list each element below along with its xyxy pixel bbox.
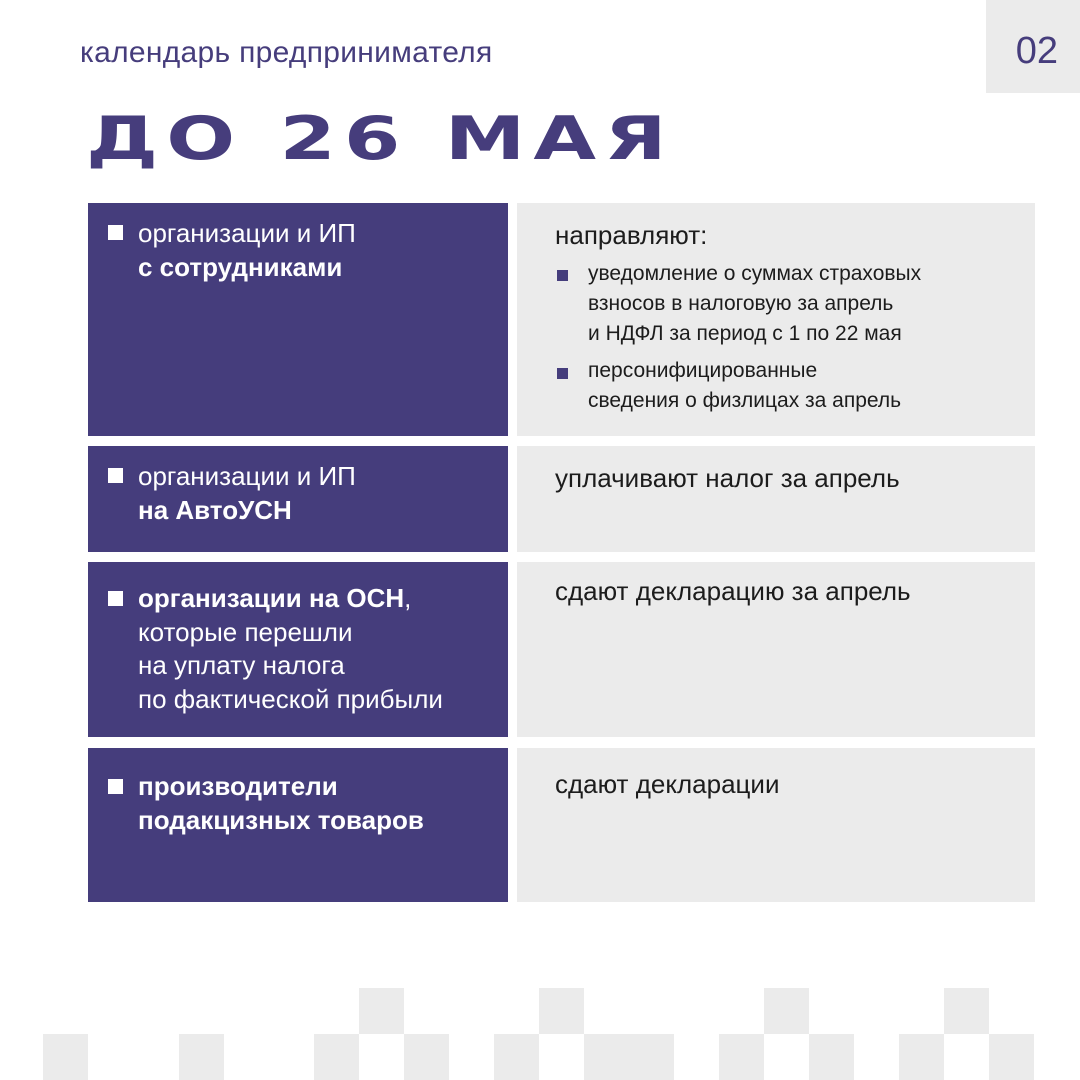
table-row xyxy=(88,203,1035,436)
decorative-block xyxy=(584,1034,674,1080)
header-title: календарь предпринимателя xyxy=(80,36,493,69)
who-line: на АвтоУСН xyxy=(138,494,292,525)
who-bold: организации на ОСН xyxy=(138,583,405,613)
bullet-square-icon xyxy=(108,468,123,483)
action-cell xyxy=(517,203,1035,436)
decorative-block xyxy=(404,1034,449,1080)
list-item-line: взносов в налоговую за апрель xyxy=(588,292,894,315)
table-row xyxy=(88,748,1035,902)
who-cell xyxy=(88,562,508,737)
who-line: подакцизных товаров xyxy=(138,804,424,835)
who-bold-suffix: , xyxy=(404,583,412,613)
who-line: которые перешли xyxy=(138,616,353,647)
decorative-block xyxy=(809,1034,854,1080)
decorative-block xyxy=(359,988,404,1034)
decorative-block xyxy=(719,1034,764,1080)
action-cell xyxy=(517,562,1035,737)
action-text: направляют: xyxy=(555,220,708,250)
decorative-block xyxy=(989,1034,1034,1080)
decorative-block xyxy=(494,1034,539,1080)
page-number-box xyxy=(986,0,1080,93)
action-cell xyxy=(517,748,1035,902)
table-row xyxy=(88,562,1035,737)
page-number: 02 xyxy=(1015,30,1058,72)
bullet-square-icon xyxy=(557,270,568,281)
decorative-block xyxy=(899,1034,944,1080)
list-item xyxy=(588,259,1025,349)
decorative-block xyxy=(944,988,989,1034)
who-line: производители xyxy=(138,771,338,801)
who-line: с сотрудниками xyxy=(138,251,343,282)
decorative-block xyxy=(43,1034,88,1080)
list-item-line: персонифицированные xyxy=(588,359,818,382)
who-line: по фактической прибыли xyxy=(138,683,443,714)
bullet-square-icon xyxy=(108,225,123,240)
decorative-block xyxy=(539,988,584,1034)
who-line: организации и ИП xyxy=(138,218,356,248)
action-cell xyxy=(517,446,1035,552)
bullet-square-icon xyxy=(108,591,123,606)
bullet-square-icon xyxy=(557,368,568,379)
who-line: организации и ИП xyxy=(138,461,356,491)
decorative-block xyxy=(179,1034,224,1080)
who-line: на уплату налога xyxy=(138,650,345,680)
bullet-square-icon xyxy=(108,779,123,794)
action-text: сдают декларацию за апрель xyxy=(555,576,911,606)
who-cell xyxy=(88,203,508,436)
list-item-line: и НДФЛ за период с 1 по 22 мая xyxy=(588,322,902,345)
action-text: сдают декларации xyxy=(555,769,780,799)
decorative-block xyxy=(314,1034,359,1080)
list-item-line: уведомление о суммах страховых xyxy=(588,262,922,285)
main-title: ДО 26 МАЯ xyxy=(86,104,675,174)
action-text: уплачивают налог за апрель xyxy=(555,463,900,493)
who-cell xyxy=(88,446,508,552)
list-item xyxy=(588,356,1025,416)
list-item-line: сведения о физлицах за апрель xyxy=(588,389,902,412)
table-row xyxy=(88,446,1035,552)
decorative-block xyxy=(764,988,809,1034)
who-cell xyxy=(88,748,508,902)
